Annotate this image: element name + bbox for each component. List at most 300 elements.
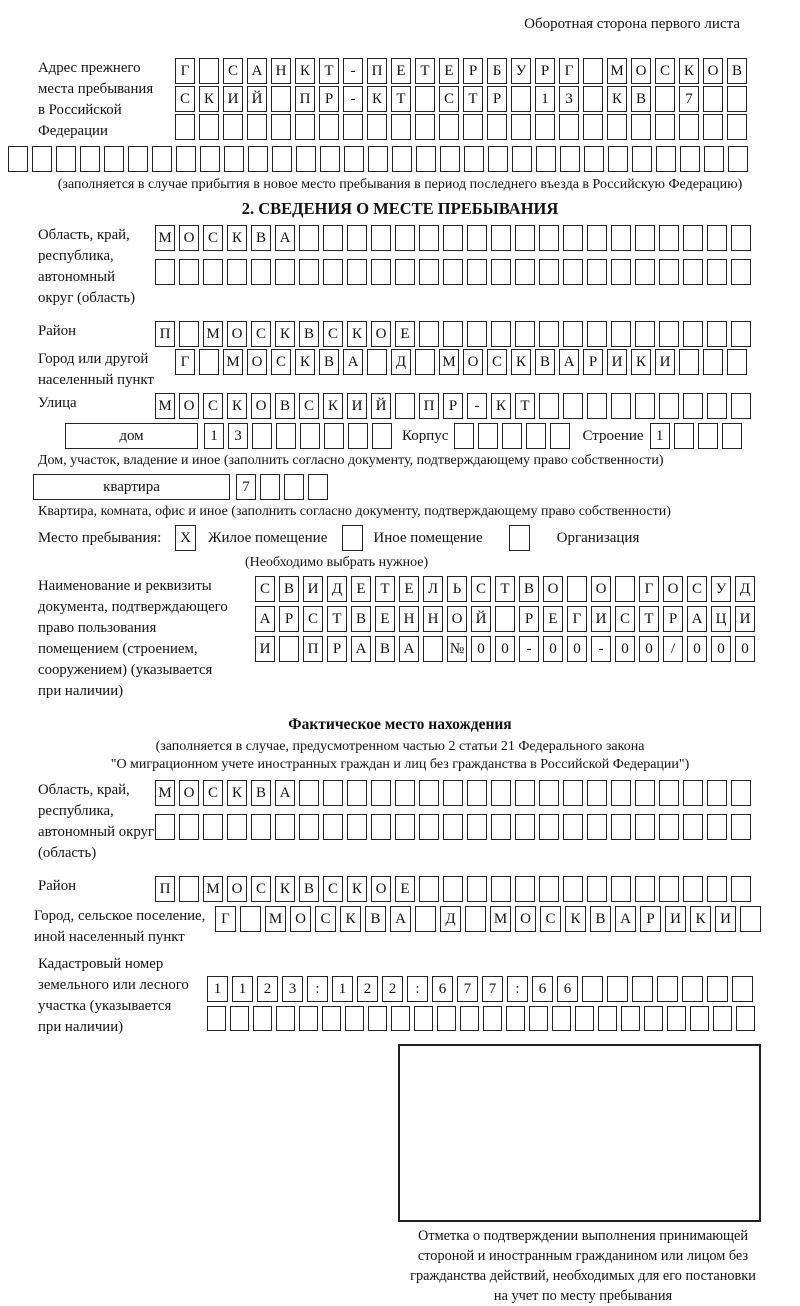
char-box[interactable]: К [275,876,295,902]
char-box[interactable] [526,423,546,449]
char-box[interactable] [372,423,392,449]
char-box[interactable]: Р [519,606,539,632]
char-box[interactable]: 2 [357,976,378,1002]
char-box[interactable] [683,876,703,902]
char-box[interactable] [460,1006,479,1031]
char-box[interactable] [611,393,631,419]
char-box[interactable] [679,349,699,375]
char-box[interactable] [299,225,319,251]
checkbox-inoe[interactable] [342,525,363,551]
char-box[interactable] [371,780,391,806]
char-box[interactable] [728,146,748,172]
char-box[interactable] [199,114,219,140]
char-box[interactable]: С [315,906,336,932]
char-box[interactable] [155,259,175,285]
char-box[interactable]: К [227,225,247,251]
char-box[interactable] [467,259,487,285]
char-box[interactable]: В [299,321,319,347]
char-box[interactable] [587,259,607,285]
char-box[interactable]: Е [395,321,415,347]
char-box[interactable]: В [727,58,747,84]
char-box[interactable] [635,814,655,840]
char-box[interactable]: А [275,225,295,251]
char-box[interactable] [655,114,675,140]
char-box[interactable] [367,114,387,140]
char-box[interactable]: О [591,576,611,602]
char-box[interactable] [515,321,535,347]
char-box[interactable] [419,259,439,285]
char-box[interactable]: Р [663,606,683,632]
char-box[interactable]: С [271,349,291,375]
char-box[interactable]: И [347,393,367,419]
char-box[interactable] [707,259,727,285]
char-box[interactable] [495,606,515,632]
char-box[interactable] [323,780,343,806]
char-box[interactable] [731,321,751,347]
char-box[interactable]: М [203,321,223,347]
char-box[interactable]: А [247,58,267,84]
char-box[interactable]: В [275,393,295,419]
char-box[interactable]: М [155,393,175,419]
char-box[interactable]: К [511,349,531,375]
char-box[interactable]: А [399,636,419,662]
char-box[interactable] [731,259,751,285]
char-box[interactable] [611,780,631,806]
char-box[interactable]: П [155,321,175,347]
char-box[interactable]: С [203,393,223,419]
char-box[interactable] [324,423,344,449]
char-box[interactable]: Р [583,349,603,375]
char-box[interactable] [659,814,679,840]
char-box[interactable] [391,114,411,140]
char-box[interactable] [275,814,295,840]
char-box[interactable] [347,225,367,251]
char-box[interactable] [707,780,727,806]
char-box[interactable] [32,146,52,172]
char-box[interactable] [347,259,367,285]
char-box[interactable] [175,114,195,140]
char-box[interactable] [679,114,699,140]
char-box[interactable] [467,321,487,347]
char-box[interactable] [515,876,535,902]
char-box[interactable] [308,474,328,500]
char-box[interactable]: И [655,349,675,375]
char-box[interactable]: О [631,58,651,84]
char-box[interactable]: 6 [532,976,553,1002]
char-box[interactable] [227,259,247,285]
char-box[interactable]: О [371,876,391,902]
char-box[interactable]: К [565,906,586,932]
char-box[interactable] [395,225,415,251]
char-box[interactable]: О [663,576,683,602]
char-box[interactable] [683,321,703,347]
char-box[interactable] [587,225,607,251]
char-box[interactable] [319,114,339,140]
char-box[interactable] [395,780,415,806]
char-box[interactable] [467,876,487,902]
char-box[interactable]: Е [375,606,395,632]
char-box[interactable]: С [487,349,507,375]
char-box[interactable] [704,146,724,172]
char-box[interactable]: 0 [735,636,755,662]
char-box[interactable]: В [375,636,395,662]
char-box[interactable]: В [365,906,386,932]
char-box[interactable]: 1 [332,976,353,1002]
char-box[interactable] [657,976,678,1002]
char-box[interactable] [454,423,474,449]
char-box[interactable]: С [471,576,491,602]
char-box[interactable] [607,976,628,1002]
char-box[interactable] [731,225,751,251]
char-box[interactable] [552,1006,571,1031]
char-box[interactable] [608,146,628,172]
char-box[interactable]: С [175,86,195,112]
char-box[interactable]: Ь [447,576,467,602]
char-box[interactable] [251,814,271,840]
char-box[interactable]: 7 [236,474,256,500]
char-box[interactable] [276,423,296,449]
char-box[interactable]: И [665,906,686,932]
char-box[interactable]: 0 [615,636,635,662]
char-box[interactable] [683,225,703,251]
char-box[interactable] [179,876,199,902]
char-box[interactable]: К [491,393,511,419]
char-box[interactable] [80,146,100,172]
char-box[interactable] [703,349,723,375]
char-box[interactable]: С [540,906,561,932]
char-box[interactable] [683,259,703,285]
char-box[interactable]: О [515,906,536,932]
char-box[interactable]: К [679,58,699,84]
char-box[interactable]: С [439,86,459,112]
char-box[interactable]: О [703,58,723,84]
char-box[interactable] [395,814,415,840]
char-box[interactable]: Р [463,58,483,84]
char-box[interactable] [443,321,463,347]
char-box[interactable]: 3 [228,423,248,449]
char-box[interactable] [659,225,679,251]
char-box[interactable] [467,780,487,806]
char-box[interactable] [419,876,439,902]
char-box[interactable]: Т [639,606,659,632]
char-box[interactable] [563,225,583,251]
char-box[interactable]: С [323,876,343,902]
char-box[interactable] [419,225,439,251]
char-box[interactable] [582,976,603,1002]
char-box[interactable]: К [227,393,247,419]
char-box[interactable] [575,1006,594,1031]
char-box[interactable] [414,1006,433,1031]
char-box[interactable] [443,814,463,840]
char-box[interactable] [276,1006,295,1031]
char-box[interactable]: М [203,876,223,902]
char-box[interactable] [621,1006,640,1031]
char-box[interactable] [683,780,703,806]
char-box[interactable] [56,146,76,172]
char-box[interactable] [703,86,723,112]
char-box[interactable] [295,114,315,140]
char-box[interactable] [611,321,631,347]
char-box[interactable]: Т [327,606,347,632]
char-box[interactable]: О [179,780,199,806]
char-box[interactable] [279,636,299,662]
char-box[interactable] [488,146,508,172]
char-box[interactable] [727,86,747,112]
char-box[interactable] [247,114,267,140]
char-box[interactable]: Е [399,576,419,602]
char-box[interactable] [491,225,511,251]
char-box[interactable] [713,1006,732,1031]
char-box[interactable] [415,86,435,112]
char-box[interactable]: М [490,906,511,932]
char-box[interactable]: Т [515,393,535,419]
char-box[interactable]: К [347,876,367,902]
char-box[interactable]: 0 [567,636,587,662]
char-box[interactable] [271,86,291,112]
char-box[interactable] [707,814,727,840]
char-box[interactable] [598,1006,617,1031]
char-box[interactable] [415,349,435,375]
char-box[interactable]: В [299,876,319,902]
char-box[interactable]: Д [440,906,461,932]
char-box[interactable] [563,876,583,902]
char-box[interactable]: Р [319,86,339,112]
checkbox-zhiloe[interactable]: X [175,525,196,551]
char-box[interactable]: Т [391,86,411,112]
char-box[interactable] [583,86,603,112]
char-box[interactable] [251,259,271,285]
char-box[interactable] [632,976,653,1002]
char-box[interactable] [368,1006,387,1031]
char-box[interactable]: Е [439,58,459,84]
char-box[interactable] [539,259,559,285]
char-box[interactable]: К [275,321,295,347]
char-box[interactable]: Е [395,876,415,902]
char-box[interactable]: Г [215,906,236,932]
char-box[interactable]: Д [391,349,411,375]
char-box[interactable]: В [251,225,271,251]
char-box[interactable] [659,259,679,285]
char-box[interactable] [467,814,487,840]
char-box[interactable]: В [351,606,371,632]
char-box[interactable] [8,146,28,172]
char-box[interactable] [483,1006,502,1031]
char-box[interactable] [128,146,148,172]
char-box[interactable]: О [179,393,199,419]
char-box[interactable] [632,146,652,172]
char-box[interactable] [347,814,367,840]
char-box[interactable]: К [227,780,247,806]
char-box[interactable]: О [290,906,311,932]
char-box[interactable] [443,780,463,806]
char-box[interactable]: С [203,780,223,806]
char-box[interactable] [515,259,535,285]
char-box[interactable] [392,146,412,172]
char-box[interactable] [391,1006,410,1031]
char-box[interactable]: С [251,321,271,347]
char-box[interactable]: : [507,976,528,1002]
char-box[interactable] [371,814,391,840]
char-box[interactable] [611,225,631,251]
char-box[interactable] [323,814,343,840]
char-box[interactable]: Й [247,86,267,112]
char-box[interactable] [740,906,761,932]
char-box[interactable] [491,814,511,840]
char-box[interactable] [644,1006,663,1031]
char-box[interactable] [415,906,436,932]
char-box[interactable]: И [591,606,611,632]
char-box[interactable]: А [615,906,636,932]
char-box[interactable] [199,58,219,84]
char-box[interactable]: Г [567,606,587,632]
char-box[interactable] [690,1006,709,1031]
char-box[interactable] [611,814,631,840]
char-box[interactable] [539,321,559,347]
char-box[interactable] [512,146,532,172]
char-box[interactable] [563,814,583,840]
char-box[interactable]: С [223,58,243,84]
char-box[interactable]: : [407,976,428,1002]
char-box[interactable]: А [343,349,363,375]
char-box[interactable]: П [155,876,175,902]
char-box[interactable]: А [559,349,579,375]
char-box[interactable]: Н [271,58,291,84]
char-box[interactable] [736,1006,755,1031]
char-box[interactable] [506,1006,525,1031]
char-box[interactable]: 1 [207,976,228,1002]
char-box[interactable]: М [607,58,627,84]
char-box[interactable]: К [323,393,343,419]
char-box[interactable] [635,225,655,251]
char-box[interactable] [698,423,718,449]
char-box[interactable] [299,259,319,285]
char-box[interactable] [176,146,196,172]
char-box[interactable]: А [390,906,411,932]
char-box[interactable]: Г [175,58,195,84]
char-box[interactable] [296,146,316,172]
char-box[interactable] [731,780,751,806]
char-box[interactable] [567,576,587,602]
char-box[interactable]: В [535,349,555,375]
char-box[interactable]: П [295,86,315,112]
char-box[interactable]: Р [443,393,463,419]
char-box[interactable]: С [655,58,675,84]
char-box[interactable] [674,423,694,449]
char-box[interactable]: И [607,349,627,375]
char-box[interactable]: 0 [471,636,491,662]
char-box[interactable]: 1 [204,423,224,449]
char-box[interactable] [611,259,631,285]
char-box[interactable] [584,146,604,172]
char-box[interactable]: Е [391,58,411,84]
char-box[interactable]: И [303,576,323,602]
char-box[interactable]: - [519,636,539,662]
char-box[interactable] [299,780,319,806]
char-box[interactable] [203,259,223,285]
char-box[interactable] [539,393,559,419]
char-box[interactable] [529,1006,548,1031]
char-box[interactable] [323,225,343,251]
char-box[interactable]: О [251,393,271,419]
char-box[interactable]: 7 [679,86,699,112]
char-box[interactable]: Н [399,606,419,632]
char-box[interactable]: И [735,606,755,632]
char-box[interactable]: М [155,780,175,806]
char-box[interactable]: Г [639,576,659,602]
char-box[interactable] [200,146,220,172]
char-box[interactable]: С [687,576,707,602]
char-box[interactable] [722,423,742,449]
char-box[interactable] [299,1006,318,1031]
char-box[interactable] [707,393,727,419]
char-box[interactable]: Б [487,58,507,84]
char-box[interactable]: А [351,636,371,662]
char-box[interactable]: Д [735,576,755,602]
char-box[interactable] [631,114,651,140]
char-box[interactable] [415,114,435,140]
char-box[interactable] [347,780,367,806]
char-box[interactable] [343,114,363,140]
char-box[interactable]: К [295,349,315,375]
char-box[interactable] [727,349,747,375]
char-box[interactable] [659,321,679,347]
char-box[interactable]: О [247,349,267,375]
char-box[interactable] [300,423,320,449]
char-box[interactable] [707,876,727,902]
char-box[interactable] [539,225,559,251]
char-box[interactable]: П [419,393,439,419]
char-box[interactable] [465,906,486,932]
char-box[interactable] [260,474,280,500]
char-box[interactable] [587,876,607,902]
char-box[interactable] [207,1006,226,1031]
char-box[interactable]: Е [351,576,371,602]
char-box[interactable]: Л [423,576,443,602]
char-box[interactable]: О [543,576,563,602]
char-box[interactable] [199,349,219,375]
char-box[interactable] [284,474,304,500]
char-box[interactable] [587,393,607,419]
char-box[interactable] [419,814,439,840]
char-box[interactable] [727,114,747,140]
char-box[interactable] [502,423,522,449]
char-box[interactable] [515,225,535,251]
char-box[interactable]: К [295,58,315,84]
char-box[interactable]: И [223,86,243,112]
char-box[interactable] [587,321,607,347]
char-box[interactable] [179,814,199,840]
char-box[interactable] [443,259,463,285]
char-box[interactable] [464,146,484,172]
char-box[interactable]: К [199,86,219,112]
char-box[interactable] [272,146,292,172]
char-box[interactable] [536,146,556,172]
char-box[interactable]: У [711,576,731,602]
char-box[interactable] [322,1006,341,1031]
char-box[interactable] [563,393,583,419]
char-box[interactable]: С [303,606,323,632]
char-box[interactable]: С [615,606,635,632]
char-box[interactable]: Г [559,58,579,84]
char-box[interactable] [227,814,247,840]
char-box[interactable]: Т [463,86,483,112]
char-box[interactable]: - [467,393,487,419]
char-box[interactable]: Т [375,576,395,602]
char-box[interactable] [539,876,559,902]
char-box[interactable] [320,146,340,172]
char-box[interactable]: Е [543,606,563,632]
char-box[interactable]: Д [327,576,347,602]
